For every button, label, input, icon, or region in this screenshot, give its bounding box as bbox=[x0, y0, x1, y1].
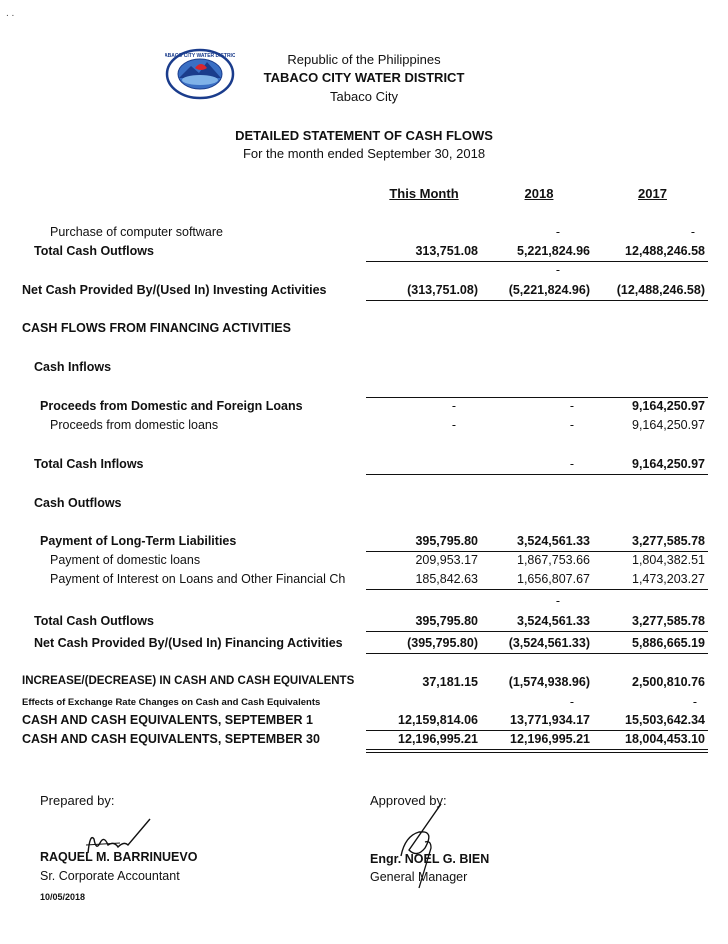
row-label-payment-interest: Payment of Interest on Loans and Other Financial Ch bbox=[50, 572, 346, 586]
row-value-financing-total-outflows-2018: 3,524,561.33 bbox=[517, 614, 590, 628]
row-value-payment-domestic-2018: 1,867,753.66 bbox=[517, 553, 590, 567]
row-value-cash-sep1-2017: 15,503,642.34 bbox=[625, 713, 705, 727]
row-value-financing-total-outflows-this-month: 395,795.80 bbox=[415, 614, 478, 628]
prepared-by-label: Prepared by: bbox=[40, 793, 115, 808]
row-label-financing-total-outflows: Total Cash Outflows bbox=[34, 614, 154, 628]
row-label-total-inflows: Total Cash Inflows bbox=[34, 457, 144, 471]
approved-by-label: Approved by: bbox=[370, 793, 447, 808]
row-value-fx-effects-2018: - bbox=[569, 695, 574, 709]
row-value-net-financing-2018: (3,524,561.33) bbox=[508, 636, 590, 650]
total-rule bbox=[366, 653, 708, 654]
row-value-fx-effects-2017: - bbox=[692, 695, 697, 709]
header-city: Tabaco City bbox=[330, 89, 398, 104]
section-top-rule bbox=[366, 397, 708, 398]
row-value-proceeds-domestic-this-month: - bbox=[451, 418, 456, 432]
row-value-investing-total-outflows-2018: 5,221,824.96 bbox=[517, 244, 590, 258]
row-value-investing-total-outflows-this-month: 313,751.08 bbox=[415, 244, 478, 258]
approved-name: Engr. NOEL G. BIEN bbox=[370, 852, 490, 866]
row-value-total-inflows-2017: 9,164,250.97 bbox=[632, 457, 705, 471]
row-value-payment-interest-2017: 1,473,203.27 bbox=[632, 572, 705, 586]
row-value-proceeds-domestic-2017: 9,164,250.97 bbox=[632, 418, 705, 432]
row-value-payment-lt-2017: 3,277,585.78 bbox=[632, 534, 705, 548]
total-rule bbox=[366, 631, 708, 632]
grand-total-double-rule bbox=[366, 749, 708, 753]
total-rule bbox=[366, 300, 708, 301]
row-value-cash-sep30-2017: 18,004,453.10 bbox=[625, 732, 705, 746]
row-value-net-investing-2017: (12,488,246.58) bbox=[616, 283, 705, 297]
subsection-cash-inflows: Cash Inflows bbox=[34, 360, 112, 374]
row-label-software: Purchase of computer software bbox=[50, 225, 223, 239]
row-value-cash-sep1-2018: 13,771,934.17 bbox=[510, 713, 590, 727]
row-label-increase-decrease: INCREASE/(DECREASE) IN CASH AND CASH EQUIVALENTS bbox=[22, 675, 355, 687]
row-value-total-inflows-2018: - bbox=[569, 457, 574, 471]
row-label-net-financing: Net Cash Provided By/(Used In) Financing Activities bbox=[34, 636, 343, 650]
header-org-name: TABACO CITY WATER DISTRICT bbox=[263, 70, 465, 85]
row-value-net-financing-this-month: (395,795.80) bbox=[407, 636, 478, 650]
row-value-net-financing-2017: 5,886,665.19 bbox=[632, 636, 705, 650]
row-value-investing-total-outflows-2017: 12,488,246.58 bbox=[625, 244, 705, 258]
row-label-payment-lt-liabilities: Payment of Long-Term Liabilities bbox=[40, 534, 237, 548]
row-value-cash-sep30-this-month: 12,196,995.21 bbox=[398, 732, 478, 746]
margin-mark: . . bbox=[6, 8, 15, 19]
row-value-proceeds-2017: 9,164,250.97 bbox=[632, 399, 705, 413]
row-value-cash-sep30-2018: 12,196,995.21 bbox=[510, 732, 590, 746]
col-header-this-month: This Month bbox=[389, 186, 459, 201]
row-value-financing-total-outflows-2017: 3,277,585.78 bbox=[632, 614, 705, 628]
row-value-increase-2018: (1,574,938.96) bbox=[508, 675, 590, 689]
row-label-fx-effects: Effects of Exchange Rate Changes on Cash and Cash Equivalents bbox=[22, 697, 321, 708]
row-value-increase-2017: 2,500,810.76 bbox=[632, 675, 705, 689]
row-label-payment-domestic: Payment of domestic loans bbox=[50, 553, 201, 567]
section-rule bbox=[366, 551, 708, 552]
row-value-payment-interest-this-month: 185,842.63 bbox=[415, 572, 478, 586]
row-value-net-investing-this-month: (313,751.08) bbox=[407, 283, 478, 297]
subtotal-rule bbox=[366, 589, 708, 590]
row-label-proceeds-loans: Proceeds from Domestic and Foreign Loans bbox=[40, 399, 303, 413]
col-header-2017: 2017 bbox=[638, 186, 667, 201]
subtotal-rule bbox=[366, 730, 708, 731]
row-label-net-investing: Net Cash Provided By/(Used In) Investing Activities bbox=[22, 283, 327, 297]
row-label-cash-sep1: CASH AND CASH EQUIVALENTS, SEPTEMBER 1 bbox=[22, 713, 314, 727]
prepared-date: 10/05/2018 bbox=[40, 892, 86, 902]
row-value-payment-interest-2018: 1,656,807.67 bbox=[517, 572, 590, 586]
svg-text:TABACO CITY WATER DISTRICT: TABACO CITY WATER DISTRICT bbox=[165, 53, 235, 59]
row-value-payment-domestic-2017: 1,804,382.51 bbox=[632, 553, 705, 567]
row-value-increase-this-month: 37,181.15 bbox=[422, 675, 478, 689]
prepared-title: Sr. Corporate Accountant bbox=[40, 869, 180, 883]
row-label-investing-total-outflows: Total Cash Outflows bbox=[34, 244, 154, 258]
subtotal-rule bbox=[366, 261, 708, 262]
row-value-payment-domestic-this-month: 209,953.17 bbox=[415, 553, 478, 567]
row-label-cash-sep30: CASH AND CASH EQUIVALENTS, SEPTEMBER 30 bbox=[22, 732, 320, 746]
section-heading-financing: CASH FLOWS FROM FINANCING ACTIVITIES bbox=[22, 321, 291, 335]
row-value-proceeds-domestic-2018: - bbox=[569, 418, 574, 432]
row-value-net-investing-2018: (5,221,824.96) bbox=[508, 283, 590, 297]
row-value-payment-lt-this-month: 395,795.80 bbox=[415, 534, 478, 548]
prepared-name: RAQUEL M. BARRINUEVO bbox=[40, 850, 198, 864]
subsection-cash-outflows: Cash Outflows bbox=[34, 496, 122, 510]
approved-title: General Manager bbox=[370, 870, 468, 884]
row-value-proceeds-2018: - bbox=[569, 399, 574, 413]
row-value-payment-lt-2018: 3,524,561.33 bbox=[517, 534, 590, 548]
row-label-proceeds-domestic: Proceeds from domestic loans bbox=[50, 418, 219, 432]
row-value-software-2017: - bbox=[690, 225, 695, 239]
total-rule bbox=[366, 474, 708, 475]
row-value-software-2018: - bbox=[555, 225, 560, 239]
row-value-cash-sep1-this-month: 12,159,814.06 bbox=[398, 713, 478, 727]
row-value-investing-dash: - bbox=[555, 263, 560, 277]
col-header-2018: 2018 bbox=[524, 186, 554, 201]
statement-title: DETAILED STATEMENT OF CASH FLOWS bbox=[235, 128, 493, 143]
statement-subtitle: For the month ended September 30, 2018 bbox=[242, 146, 486, 161]
row-value-proceeds-this-month: - bbox=[451, 399, 456, 413]
row-value-financing-dash: - bbox=[555, 594, 560, 608]
header-republic: Republic of the Philippines bbox=[287, 52, 441, 67]
